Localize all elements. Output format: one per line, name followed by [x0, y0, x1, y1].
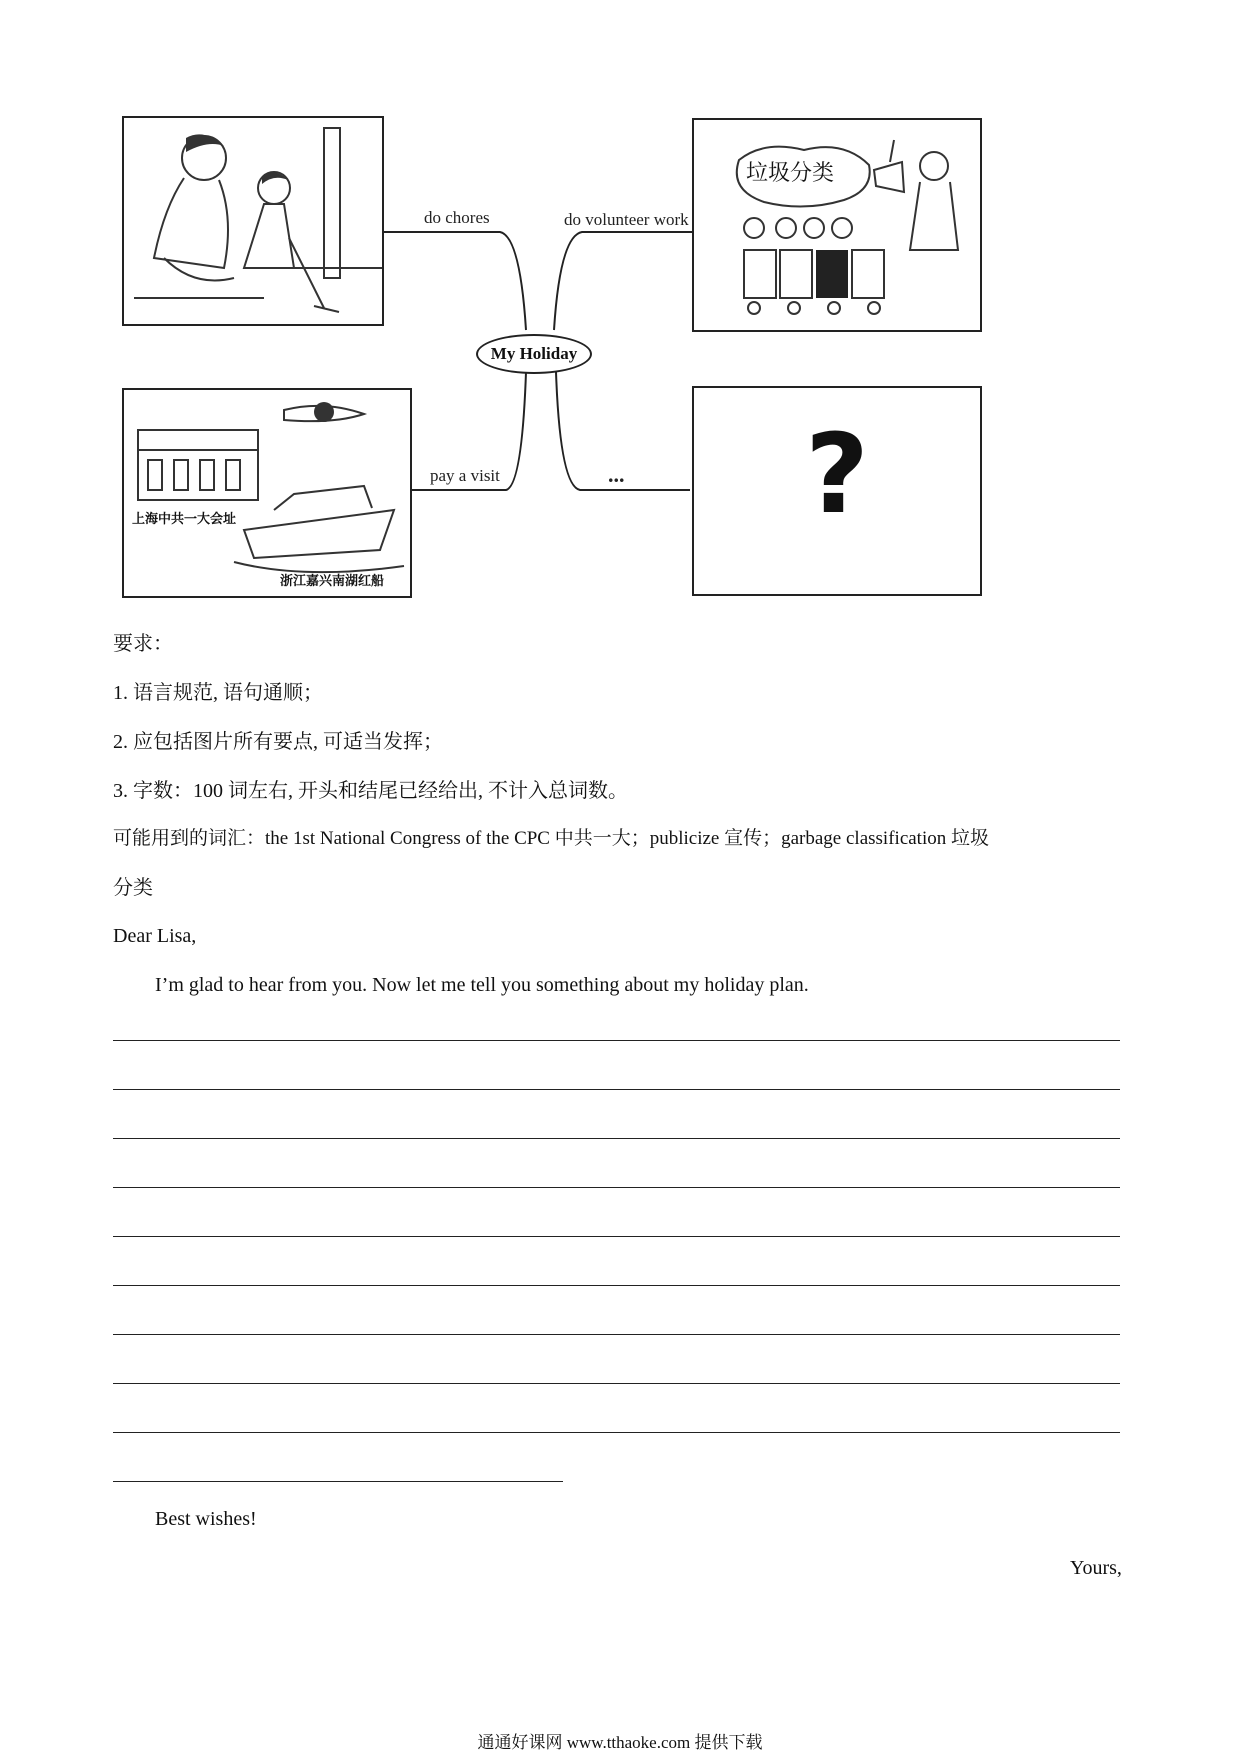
volunteer-sign: 垃圾分类 [746, 161, 835, 186]
requirement-item-3: 3. 字数：100 词左右, 开头和结尾已经给出, 不计入总词数。 [113, 780, 628, 802]
mind-map [0, 0, 1240, 620]
historic-building-icon [124, 390, 410, 596]
caption-congress-site: 上海中共一大会址 [132, 511, 237, 526]
answer-line[interactable] [113, 1040, 1120, 1041]
caption-red-boat: 浙江嘉兴南湖红船 [280, 573, 385, 588]
requirement-item-1: 1. 语言规范, 语句通顺； [113, 682, 323, 704]
answer-line[interactable] [113, 1432, 1120, 1433]
requirements-heading: 要求： [113, 633, 173, 655]
answer-line-short[interactable] [113, 1481, 563, 1482]
unknown-activity-box [692, 386, 982, 596]
connector-chores [382, 232, 526, 330]
answer-line[interactable] [113, 1236, 1120, 1237]
answer-line[interactable] [113, 1334, 1120, 1335]
branch-label-chores: do chores [424, 208, 490, 227]
cleaning-illustration-icon [124, 118, 382, 324]
chores-illustration [122, 116, 384, 326]
answer-line[interactable] [113, 1383, 1120, 1384]
question-mark: ? [805, 410, 869, 538]
page-footer: 通通好课网 www.tthaoke.com 提供下载 [477, 1733, 763, 1752]
mind-map-center: My Holiday [476, 334, 592, 374]
branch-label-more: ... [608, 462, 625, 487]
answer-line[interactable] [113, 1089, 1120, 1090]
answer-line[interactable] [113, 1187, 1120, 1188]
answer-line[interactable] [113, 1285, 1120, 1286]
requirement-item-2: 2. 应包括图片所有要点, 可适当发挥； [113, 731, 443, 753]
answer-line[interactable] [113, 1138, 1120, 1139]
branch-label-visit: pay a visit [430, 466, 500, 485]
letter-closing: Best wishes! [155, 1508, 257, 1530]
connector-volunteer [554, 232, 696, 330]
vocabulary-line: 可能用到的词汇：the 1st National Congress of the CPC 中共一大；publicize 宣传；garbage classification 垃圾 [113, 828, 989, 849]
letter-signoff: Yours, [1070, 1557, 1122, 1579]
garbage-bins-icon [694, 120, 980, 330]
volunteer-illustration [692, 118, 982, 332]
branch-label-volunteer: do volunteer work [564, 210, 689, 229]
letter-opening: I’m glad to hear from you. Now let me tell you something about my holiday plan. [155, 974, 809, 996]
vocabulary-line-continued: 分类 [113, 877, 153, 899]
visit-illustration [122, 388, 412, 598]
letter-greeting: Dear Lisa, [113, 925, 197, 947]
